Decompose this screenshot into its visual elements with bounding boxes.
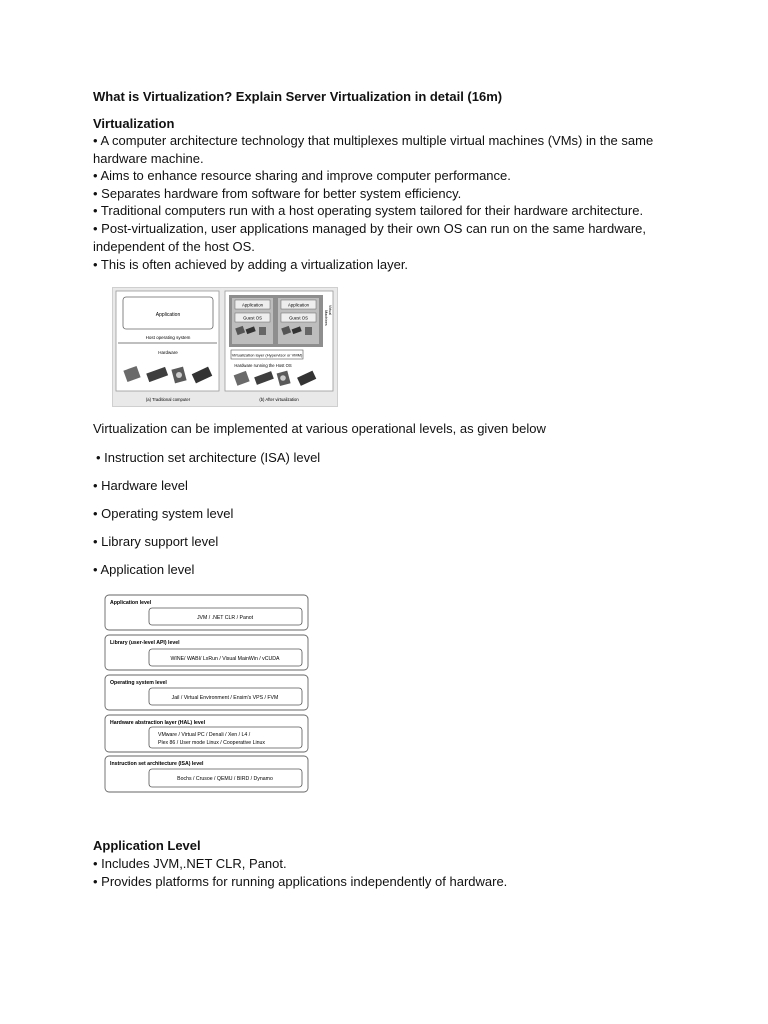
level-item: • Instruction set architecture (ISA) level [96,450,321,465]
level-item: • Operating system level [93,506,234,521]
fig1-right-side-label-1: Virtual [328,304,332,316]
bullet-item: • Separates hardware from software for better system efficiency. [93,186,462,201]
level-box-content: Jail / Virtual Environment / Ensim's VPS / FVM [171,695,279,701]
fig1-left-host-os: Host operating system [145,335,191,340]
level-box-title: Application level [110,600,152,606]
fig1-left-app: Application [155,312,181,318]
fig1-right-hw-host: Hardware running the Host OS [234,363,292,368]
level-box-content-line2: Plex 86 / User mode Linux / Cooperative Linux [158,740,265,746]
level-box-content: Bochs / Crusoe / QEMU / BIRD / Dynamo [177,776,273,782]
level-item: • Library support level [93,534,219,549]
fig1-right-app1: Application [241,302,264,308]
bullet-item: • Includes JVM,.NET CLR, Panot. [93,856,287,871]
virtualization-architecture-figure [112,287,338,407]
bullet-item: • This is often achieved by adding a virtualization layer. [93,257,409,272]
level-box-content: WINE/ WABI/ LxRun / Visual MainWin / vCUDA [170,656,280,662]
level-box-content: JVM / .NET CLR / Panot [196,615,254,621]
fig1-left-hardware: Hardware [158,350,178,355]
section-title-application-level: Application Level [93,838,201,853]
bullet-item: • A computer architecture technology that multiplexes multiple virtual machines (VMs) in the same hardware machine. [93,133,654,166]
level-box-content: VMware / Virtual PC / Denali / Xen / L4 / [158,732,251,738]
page-title: What is Virtualization? Explain Server Virtualization in detail (16m) [93,89,503,104]
bullet-item: • Post-virtualization, user applications managed by their own OS can run on the same hardware, independent of the host OS. [93,221,647,254]
fig1-right-guest1: Guest OS [243,315,262,321]
fig1-right-side-label-2: Machines [324,310,328,326]
bullet-item: • Aims to enhance resource sharing and improve computer performance. [93,168,511,183]
level-box-title: Operating system level [110,680,167,686]
bullet-item: • Traditional computers run with a host operating system tailored for their hardware architecture. [93,203,644,218]
level-item: • Application level [93,562,195,577]
level-box-title: Hardware abstraction layer (HAL) level [110,720,206,726]
levels-intro: Virtualization can be implemented at various operational levels, as given below [93,421,546,436]
bullet-item: • Provides platforms for running applications independently of hardware. [93,874,508,889]
fig1-right-caption: (b) After virtualization [259,397,299,402]
fig1-right-guest2: Guest OS [289,315,308,321]
section-title-virtualization: Virtualization [93,116,175,131]
level-box-title: Library (user-level API) level [110,640,180,646]
fig1-left-caption: (a) Traditional computer [145,397,191,402]
level-item: • Hardware level [93,478,188,493]
level-box-title: Instruction set architecture (ISA) level [110,761,204,767]
virtualization-levels-figure [103,594,311,794]
fig1-right-vlayer: Virtualization layer (Hypervisor or VMM) [231,352,303,358]
fig1-right-app2: Application [287,302,310,308]
